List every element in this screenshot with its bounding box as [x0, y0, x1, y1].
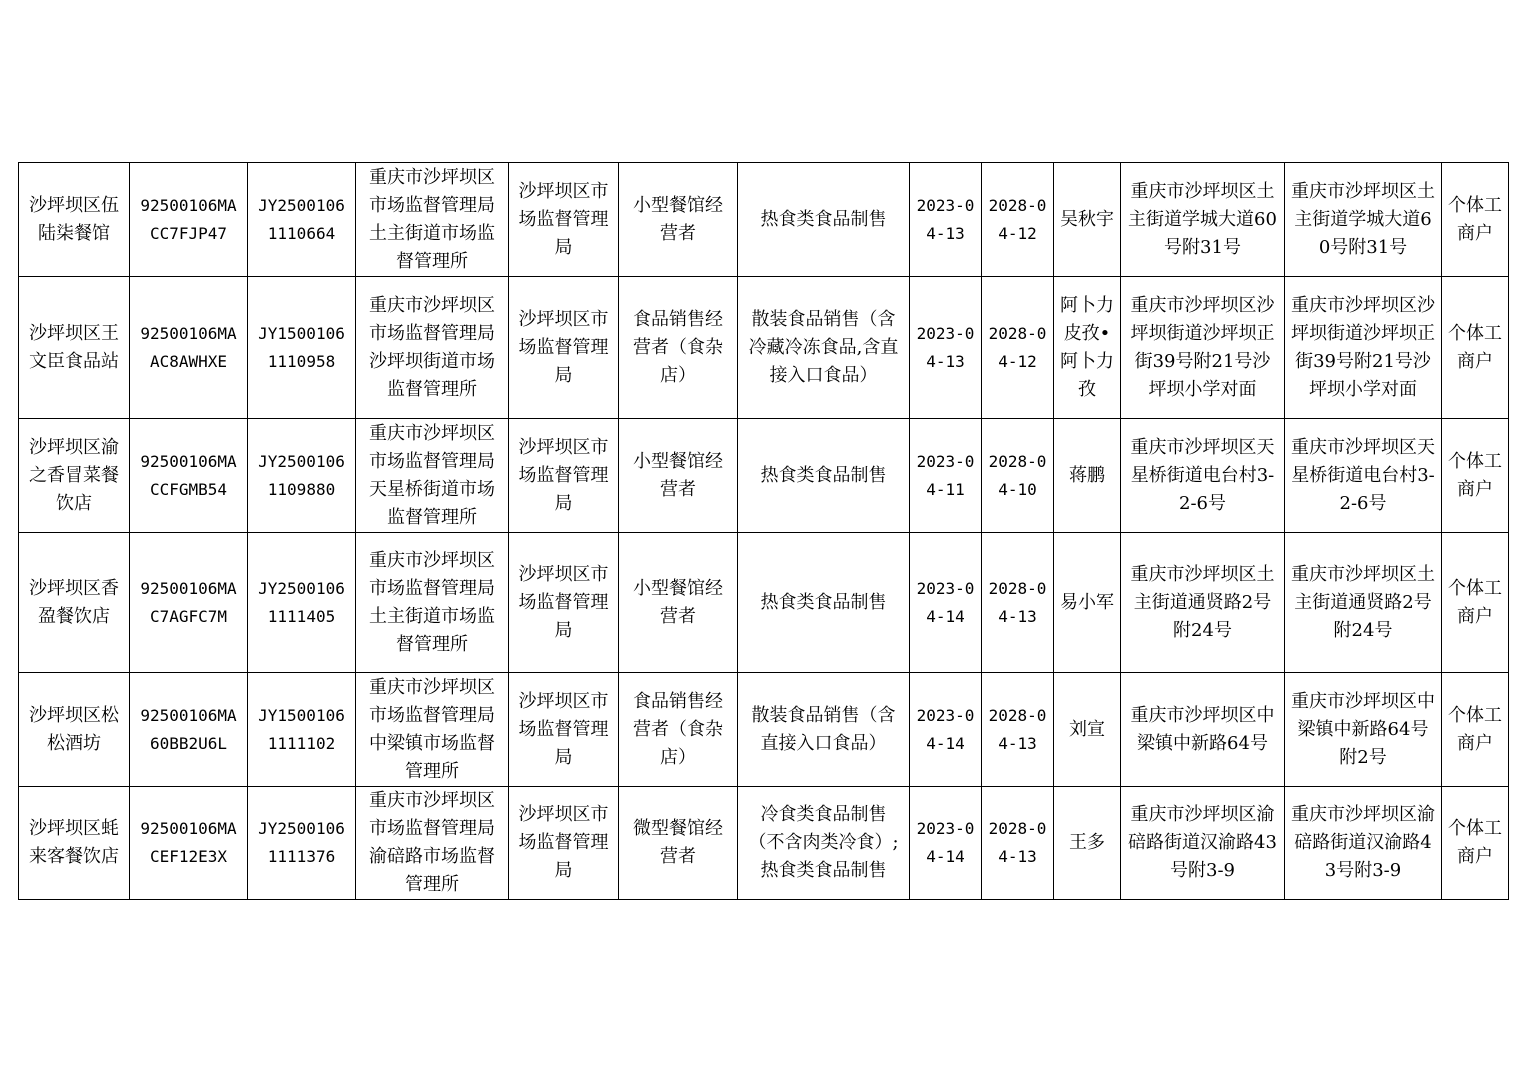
table-row: [19, 163, 1509, 277]
license-number-cell: JY15001061111102: [248, 673, 356, 787]
start-date-cell: 2023-04-14: [910, 673, 982, 787]
end-date-cell: 2028-04-12: [982, 277, 1054, 419]
license-number-cell: JY25001061111405: [248, 533, 356, 673]
license-number-cell: JY15001061110958: [248, 277, 356, 419]
address-cell: 重庆市沙坪坝区渝碚路街道汉渝路43号附3-9: [1121, 787, 1285, 900]
table-row: [19, 419, 1509, 533]
end-date-cell: 2028-04-10: [982, 419, 1054, 533]
business-type-cell: 小型餐馆经营者: [619, 163, 738, 277]
license-number-cell: JY25001061109880: [248, 419, 356, 533]
business-type-cell: 食品销售经营者（食杂店）: [619, 277, 738, 419]
premises-cell: 重庆市沙坪坝区渝碚路街道汉渝路43号附3-9: [1285, 787, 1442, 900]
credit-code-cell: 92500106MACC7FJP47: [130, 163, 248, 277]
premises-cell: 重庆市沙坪坝区土主街道学城大道60号附31号: [1285, 163, 1442, 277]
start-date-cell: 2023-04-13: [910, 277, 982, 419]
authority-cell: 沙坪坝区市场监督管理局: [509, 163, 619, 277]
authority-cell: 沙坪坝区市场监督管理局: [509, 533, 619, 673]
address-cell: 重庆市沙坪坝区天星桥街道电台村3-2-6号: [1121, 419, 1285, 533]
authority-cell: 沙坪坝区市场监督管理局: [509, 419, 619, 533]
entity-type-cell: 个体工商户: [1442, 533, 1509, 673]
address-cell: 重庆市沙坪坝区土主街道通贤路2号附24号: [1121, 533, 1285, 673]
business-scope-cell: 冷食类食品制售（不含肉类冷食）;热食类食品制售: [738, 787, 910, 900]
issuing-office-cell: 重庆市沙坪坝区市场监督管理局土主街道市场监督管理所: [356, 533, 509, 673]
credit-code-cell: 92500106MACEF12E3X: [130, 787, 248, 900]
issuing-office-cell: 重庆市沙坪坝区市场监督管理局沙坪坝街道市场监督管理所: [356, 277, 509, 419]
entity-type-cell: 个体工商户: [1442, 673, 1509, 787]
business-scope-cell: 散装食品销售（含冷藏冷冻食品,含直接入口食品）: [738, 277, 910, 419]
table-row: [19, 277, 1509, 419]
business-name-cell: 沙坪坝区蚝来客餐饮店: [19, 787, 130, 900]
business-type-cell: 食品销售经营者（食杂店）: [619, 673, 738, 787]
address-cell: 重庆市沙坪坝区沙坪坝街道沙坪坝正街39号附21号沙坪坝小学对面: [1121, 277, 1285, 419]
business-scope-cell: 散装食品销售（含直接入口食品）: [738, 673, 910, 787]
start-date-cell: 2023-04-13: [910, 163, 982, 277]
credit-code-cell: 92500106MACCFGMB54: [130, 419, 248, 533]
credit-code-cell: 92500106MAC7AGFC7M: [130, 533, 248, 673]
business-type-cell: 微型餐馆经营者: [619, 787, 738, 900]
premises-cell: 重庆市沙坪坝区中梁镇中新路64号附2号: [1285, 673, 1442, 787]
end-date-cell: 2028-04-13: [982, 533, 1054, 673]
business-name-cell: 沙坪坝区伍陆柒餐馆: [19, 163, 130, 277]
end-date-cell: 2028-04-13: [982, 787, 1054, 900]
premises-cell: 重庆市沙坪坝区沙坪坝街道沙坪坝正街39号附21号沙坪坝小学对面: [1285, 277, 1442, 419]
responsible-person-cell: 王多: [1054, 787, 1121, 900]
premises-cell: 重庆市沙坪坝区土主街道通贤路2号附24号: [1285, 533, 1442, 673]
start-date-cell: 2023-04-11: [910, 419, 982, 533]
start-date-cell: 2023-04-14: [910, 787, 982, 900]
entity-type-cell: 个体工商户: [1442, 163, 1509, 277]
entity-type-cell: 个体工商户: [1442, 419, 1509, 533]
credit-code-cell: 92500106MA60BB2U6L: [130, 673, 248, 787]
entity-type-cell: 个体工商户: [1442, 787, 1509, 900]
issuing-office-cell: 重庆市沙坪坝区市场监督管理局天星桥街道市场监督管理所: [356, 419, 509, 533]
authority-cell: 沙坪坝区市场监督管理局: [509, 277, 619, 419]
responsible-person-cell: 吴秋宇: [1054, 163, 1121, 277]
responsible-person-cell: 阿卜力皮孜•阿卜力孜: [1054, 277, 1121, 419]
business-type-cell: 小型餐馆经营者: [619, 533, 738, 673]
business-scope-cell: 热食类食品制售: [738, 533, 910, 673]
premises-cell: 重庆市沙坪坝区天星桥街道电台村3-2-6号: [1285, 419, 1442, 533]
issuing-office-cell: 重庆市沙坪坝区市场监督管理局中梁镇市场监督管理所: [356, 673, 509, 787]
responsible-person-cell: 刘宣: [1054, 673, 1121, 787]
authority-cell: 沙坪坝区市场监督管理局: [509, 787, 619, 900]
table-row: [19, 787, 1509, 900]
end-date-cell: 2028-04-12: [982, 163, 1054, 277]
business-name-cell: 沙坪坝区渝之香冒菜餐饮店: [19, 419, 130, 533]
issuing-office-cell: 重庆市沙坪坝区市场监督管理局土主街道市场监督管理所: [356, 163, 509, 277]
end-date-cell: 2028-04-13: [982, 673, 1054, 787]
table-row: [19, 673, 1509, 787]
business-scope-cell: 热食类食品制售: [738, 419, 910, 533]
responsible-person-cell: 易小军: [1054, 533, 1121, 673]
records-body: [19, 163, 1509, 900]
address-cell: 重庆市沙坪坝区土主街道学城大道60号附31号: [1121, 163, 1285, 277]
license-number-cell: JY25001061111376: [248, 787, 356, 900]
license-number-cell: JY25001061110664: [248, 163, 356, 277]
entity-type-cell: 个体工商户: [1442, 277, 1509, 419]
business-name-cell: 沙坪坝区松松酒坊: [19, 673, 130, 787]
address-cell: 重庆市沙坪坝区中梁镇中新路64号: [1121, 673, 1285, 787]
authority-cell: 沙坪坝区市场监督管理局: [509, 673, 619, 787]
records-table: [18, 162, 1509, 900]
business-type-cell: 小型餐馆经营者: [619, 419, 738, 533]
table-row: [19, 533, 1509, 673]
responsible-person-cell: 蒋鹏: [1054, 419, 1121, 533]
business-name-cell: 沙坪坝区王文臣食品站: [19, 277, 130, 419]
business-scope-cell: 热食类食品制售: [738, 163, 910, 277]
credit-code-cell: 92500106MAAC8AWHXE: [130, 277, 248, 419]
issuing-office-cell: 重庆市沙坪坝区市场监督管理局渝碚路市场监督管理所: [356, 787, 509, 900]
business-name-cell: 沙坪坝区香盈餐饮店: [19, 533, 130, 673]
start-date-cell: 2023-04-14: [910, 533, 982, 673]
